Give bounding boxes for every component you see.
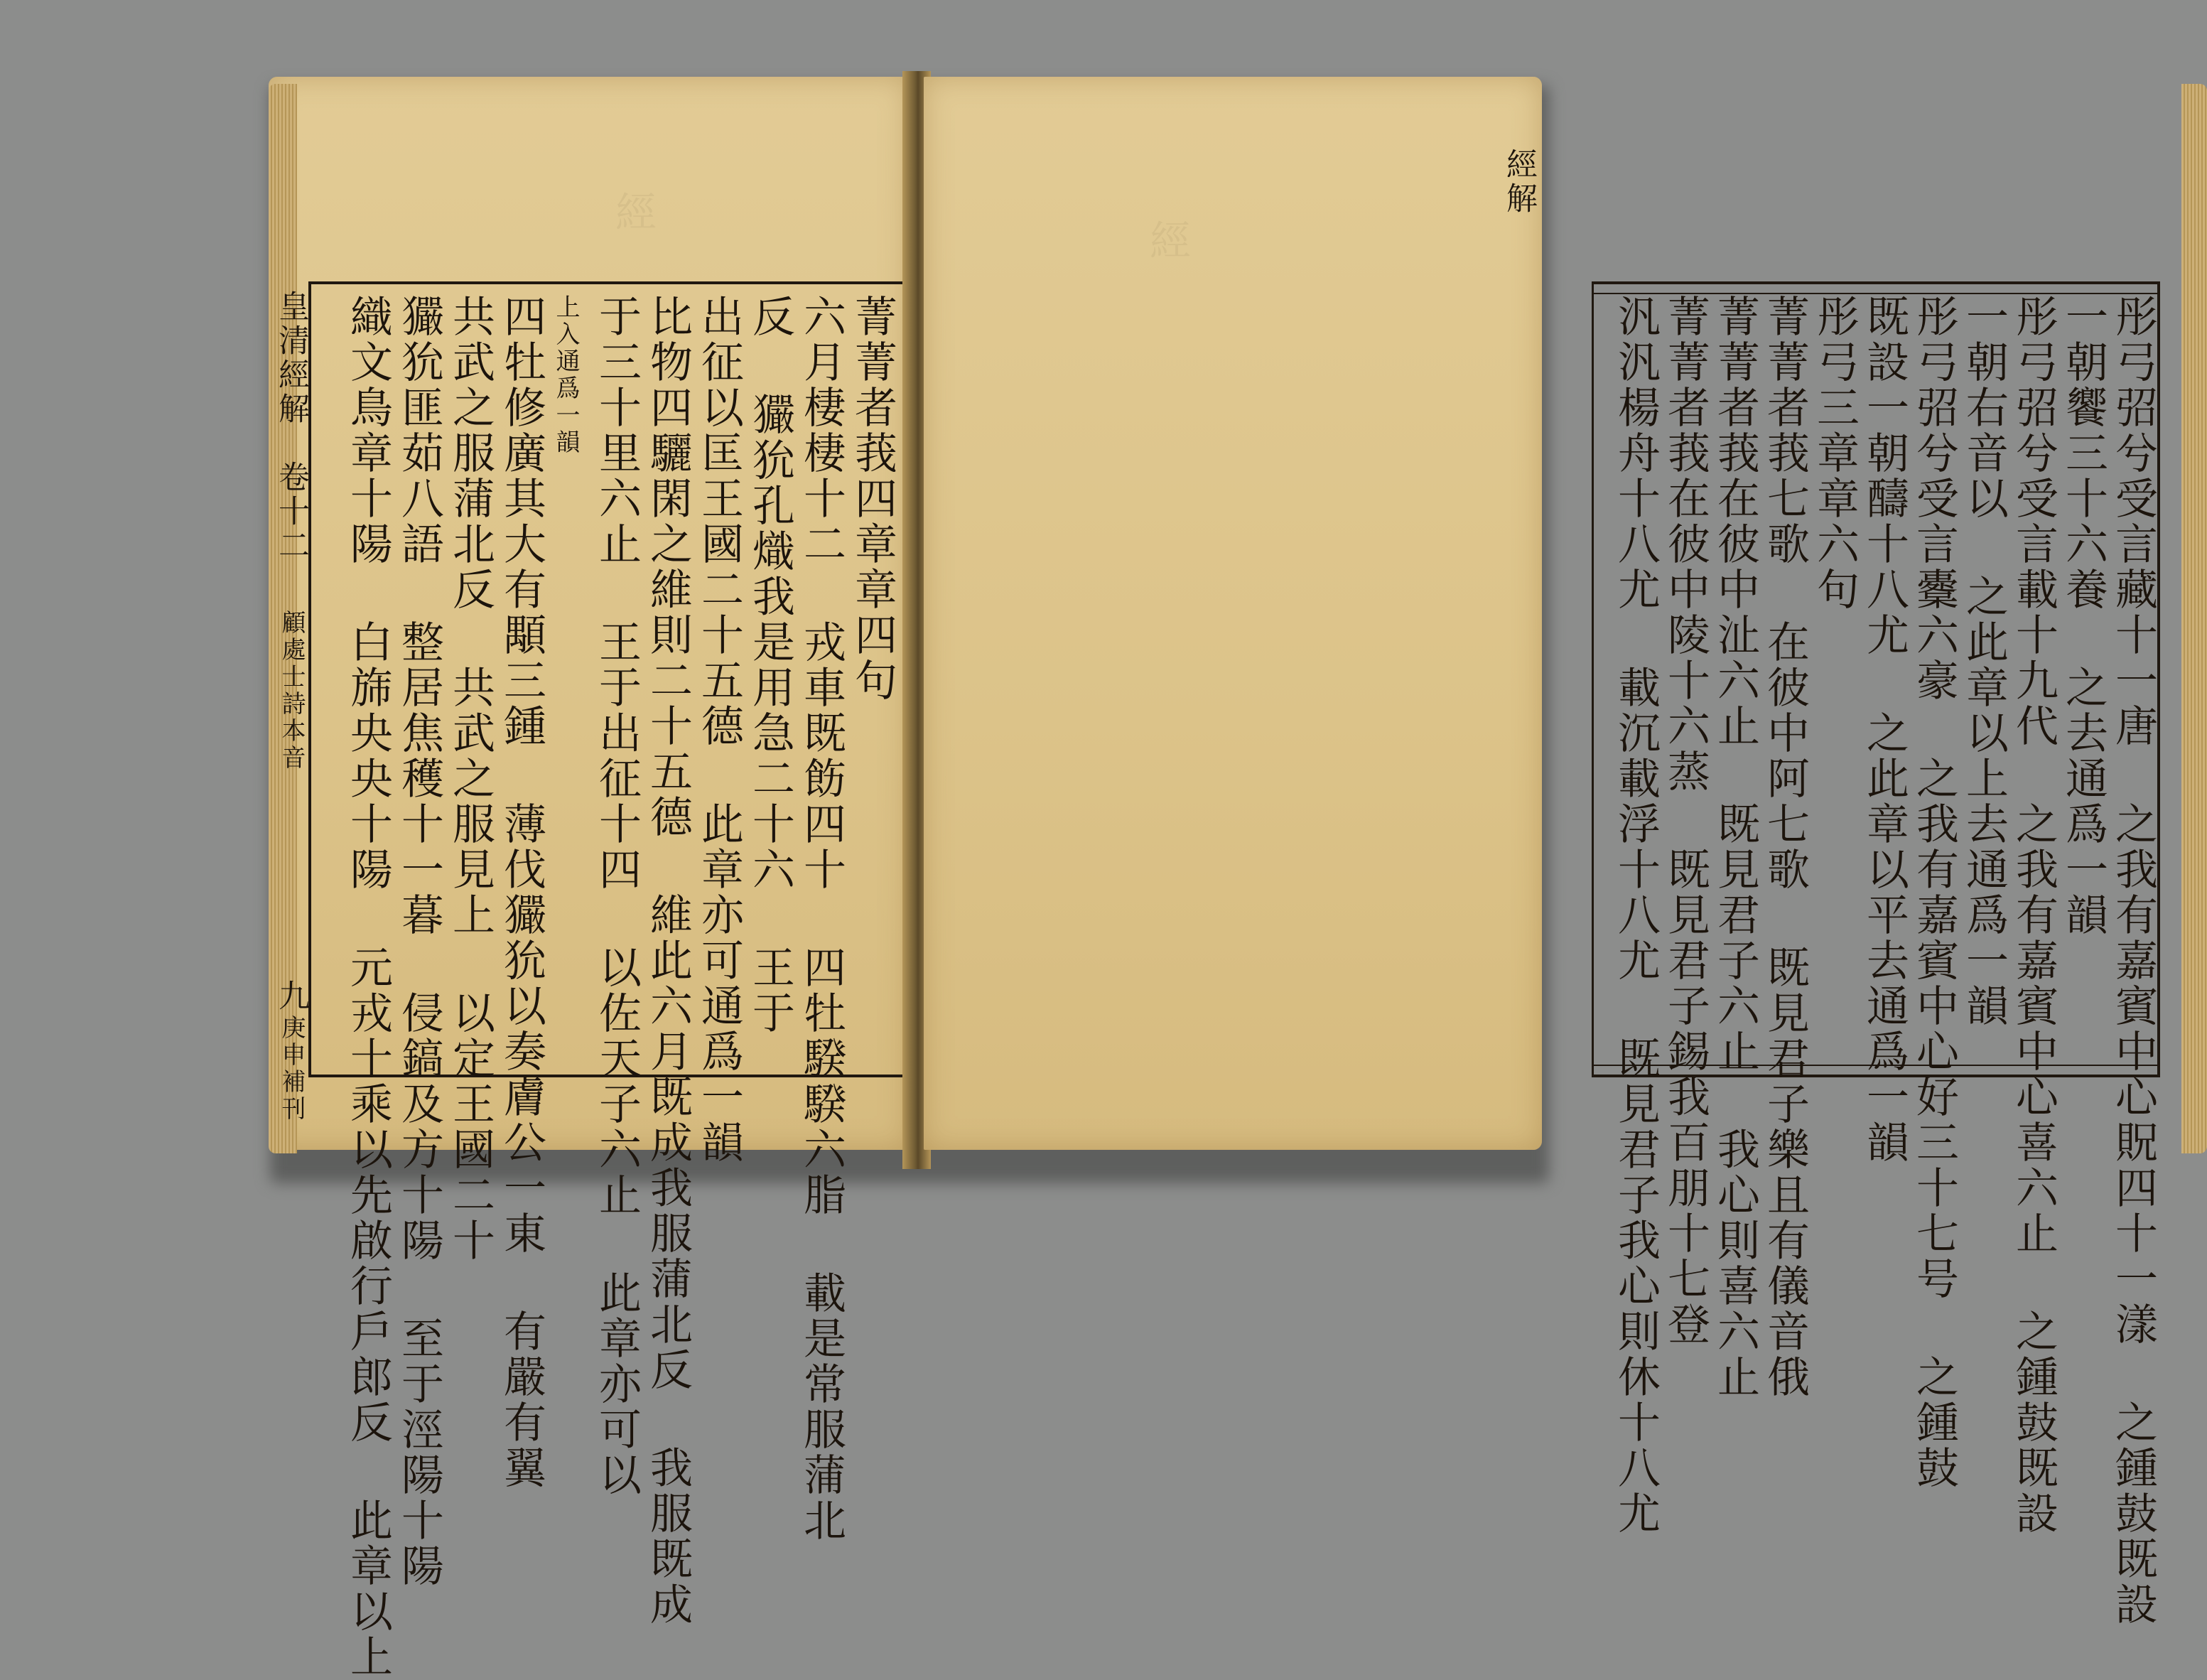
- left-text-frame: [308, 281, 905, 1680]
- show-through-text: 經: [608, 190, 657, 232]
- right-column-6: 既設一朝醻十八尤 之此章以平去通爲一韻: [1860, 294, 1909, 1165]
- left-margin-source: 顧處士詩本音: [277, 610, 306, 772]
- left-column-9: 共武之服蒲北反 共武之服見上 以定王國二十: [446, 294, 495, 1264]
- left-column-11: 織文鳥章十陽 白旆央央十陽 元戎十乘以先啟行戶郎反 此章以上: [343, 294, 393, 1680]
- right-text-frame: [1592, 281, 2160, 1627]
- right-margin-title: 經解: [1501, 148, 1537, 216]
- right-column-3: 彤弓弨兮受言載十九代 之我有嘉賓中心喜六止 之鍾鼓既設: [2009, 294, 2058, 1536]
- left-column-3: 反 玁狁孔熾我是用急二十六 王于: [745, 294, 795, 1036]
- right-column-2: 一朝饗三十六養 之去通爲一韻: [2058, 294, 2108, 938]
- right-column-5: 彤弓弨兮受言櫜六豪 之我有嘉賓中心好三十七号 之鍾鼓: [1909, 294, 1959, 1491]
- left-page: [269, 77, 908, 1680]
- open-book: [263, 71, 2158, 1680]
- left-column-1: 菁菁者莪四章章四句: [848, 294, 897, 704]
- right-page-edges: [2181, 84, 2207, 1153]
- right-column-10: 菁菁者莪在彼中陵十六蒸 既見君子錫我百朋十七登: [1661, 294, 1710, 1347]
- right-column-8: 菁菁者莪七歌 在彼中阿七歌 既見君子樂且有儀音俄: [1760, 294, 1810, 1400]
- left-column-8: 四牡修廣其大有顒三鍾 薄伐玁狁以奏膚公一東 有嚴有翼: [497, 294, 546, 1491]
- right-column-4: 一朝右音以 之此章以上去通爲一韻: [1959, 294, 2009, 1029]
- right-column-1: 彤弓弨兮受言藏十一唐 之我有嘉賓中心貺四十一漾 之鍾鼓既設: [2108, 294, 2158, 1627]
- left-column-7: 上入通爲一韻: [551, 294, 580, 456]
- left-column-5: 比物四驪閑之維則二十五德 維此六月既成我服蒲北反 我服既成: [643, 294, 693, 1627]
- left-margin-page-number: 九: [273, 979, 309, 1013]
- right-column-7: 彤弓三章章六句: [1810, 294, 1860, 613]
- right-column-11: 汎汎楊舟十八尤 載沉載浮十八尤 既見君子我心則休十八尤: [1611, 294, 1661, 1536]
- left-column-2: 六月棲棲十二 戎車既飭四十 四牡騤騤六脂 載是常服蒲北: [797, 294, 846, 1544]
- left-column-10: 玁狁匪茹八語 整居焦穫十一暮 侵鎬及方十陽 至于涇陽十陽: [394, 294, 444, 1589]
- left-column-6: 于三十里六止 王于出征十四 以佐天子六止 此章亦可以: [592, 294, 642, 1498]
- right-column-9: 菁菁者莪在彼中沚六止 既見君子六止 我心則喜六止: [1710, 294, 1760, 1400]
- left-margin-title: 皇清經解: [273, 290, 309, 426]
- show-through-text: 經: [1143, 219, 1191, 260]
- left-margin-edition: 庚申補刊: [277, 1015, 306, 1123]
- left-margin-volume: 卷十二: [273, 461, 309, 563]
- right-page: [924, 77, 2158, 1627]
- left-column-4: 出征以匡王國二十五德 此章亦可通爲一韻: [694, 294, 744, 1165]
